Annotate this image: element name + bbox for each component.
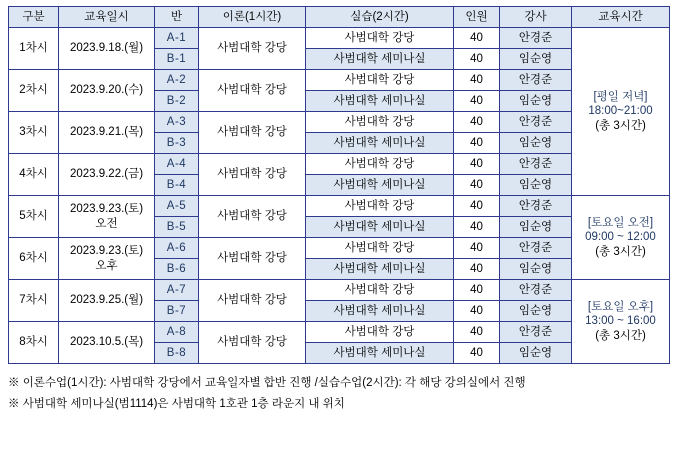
cell-teacher: 안경준	[500, 196, 572, 217]
cell-date: 2023.9.18.(월)	[59, 28, 155, 70]
cell-ban: A-1	[155, 28, 199, 49]
cell-ban: A-4	[155, 154, 199, 175]
header-gubun: 구분	[9, 7, 59, 28]
cell-date: 2023.9.25.(월)	[59, 280, 155, 322]
time-title-sat-am: [토요일 오전]	[587, 216, 654, 229]
cell-people: 40	[454, 70, 500, 91]
cell-ban: A-7	[155, 280, 199, 301]
cell-theory: 사범대학 강당	[199, 70, 306, 112]
cell-date: 2023.9.21.(목)	[59, 112, 155, 154]
cell-gubun: 7차시	[9, 280, 59, 322]
cell-date: 2023.10.5.(목)	[59, 322, 155, 364]
cell-practice: 사범대학 세미나실	[306, 259, 454, 280]
cell-people: 40	[454, 259, 500, 280]
cell-teacher: 임순영	[500, 343, 572, 364]
cell-ban: A-6	[155, 238, 199, 259]
cell-teacher: 안경준	[500, 28, 572, 49]
cell-time-saturday-afternoon	[572, 280, 670, 364]
cell-practice: 사범대학 강당	[306, 70, 454, 91]
time-total-weekday: (총 3시간)	[595, 119, 646, 132]
table-row	[9, 112, 670, 133]
cell-ban: B-1	[155, 49, 199, 70]
cell-date-line2: 오전	[95, 217, 118, 230]
cell-theory: 사범대학 강당	[199, 112, 306, 154]
table-row	[9, 196, 670, 217]
cell-people: 40	[454, 28, 500, 49]
table-row	[9, 322, 670, 343]
cell-gubun: 3차시	[9, 112, 59, 154]
cell-theory: 사범대학 강당	[199, 154, 306, 196]
cell-teacher: 임순영	[500, 301, 572, 322]
cell-practice: 사범대학 강당	[306, 196, 454, 217]
cell-practice: 사범대학 강당	[306, 28, 454, 49]
cell-people: 40	[454, 217, 500, 238]
cell-teacher: 안경준	[500, 322, 572, 343]
header-practice: 실습(2시간)	[306, 7, 454, 28]
cell-gubun: 5차시	[9, 196, 59, 238]
cell-time-weekday	[572, 28, 670, 196]
cell-teacher: 임순영	[500, 91, 572, 112]
time-title-sat-pm: [토요일 오후]	[587, 300, 654, 313]
cell-people: 40	[454, 175, 500, 196]
time-range-sat-pm: 13:00 ~ 16:00	[585, 315, 656, 328]
cell-teacher: 임순영	[500, 133, 572, 154]
cell-teacher: 임순영	[500, 175, 572, 196]
header-ban: 반	[155, 7, 199, 28]
cell-practice: 사범대학 강당	[306, 112, 454, 133]
cell-teacher: 안경준	[500, 280, 572, 301]
training-schedule-table	[8, 6, 670, 364]
cell-people: 40	[454, 343, 500, 364]
cell-people: 40	[454, 280, 500, 301]
cell-ban: A-3	[155, 112, 199, 133]
cell-people: 40	[454, 91, 500, 112]
cell-ban: B-5	[155, 217, 199, 238]
cell-teacher: 안경준	[500, 238, 572, 259]
table-row	[9, 28, 670, 49]
cell-ban: B-4	[155, 175, 199, 196]
header-date: 교육일시	[59, 7, 155, 28]
cell-practice: 사범대학 세미나실	[306, 91, 454, 112]
cell-practice: 사범대학 강당	[306, 154, 454, 175]
cell-date	[59, 196, 155, 238]
cell-people: 40	[454, 112, 500, 133]
table-row	[9, 280, 670, 301]
cell-practice: 사범대학 세미나실	[306, 301, 454, 322]
cell-people: 40	[454, 322, 500, 343]
cell-theory: 사범대학 강당	[199, 322, 306, 364]
cell-ban: A-2	[155, 70, 199, 91]
cell-theory: 사범대학 강당	[199, 238, 306, 280]
cell-practice: 사범대학 세미나실	[306, 49, 454, 70]
time-total-sat-am: (총 3시간)	[595, 245, 646, 258]
cell-ban: B-8	[155, 343, 199, 364]
header-teacher: 강사	[500, 7, 572, 28]
cell-theory: 사범대학 강당	[199, 280, 306, 322]
cell-teacher: 안경준	[500, 112, 572, 133]
cell-gubun: 2차시	[9, 70, 59, 112]
cell-teacher: 안경준	[500, 70, 572, 91]
time-range-sat-am: 09:00 ~ 12:00	[585, 231, 656, 244]
cell-ban: B-2	[155, 91, 199, 112]
cell-ban: A-5	[155, 196, 199, 217]
header-theory: 이론(1시간)	[199, 7, 306, 28]
cell-gubun: 6차시	[9, 238, 59, 280]
cell-practice: 사범대학 세미나실	[306, 217, 454, 238]
cell-practice: 사범대학 세미나실	[306, 343, 454, 364]
table-row	[9, 70, 670, 91]
cell-gubun: 8차시	[9, 322, 59, 364]
cell-ban: B-7	[155, 301, 199, 322]
cell-gubun: 4차시	[9, 154, 59, 196]
header-people: 인원	[454, 7, 500, 28]
table-row	[9, 154, 670, 175]
cell-practice: 사범대학 세미나실	[306, 133, 454, 154]
cell-people: 40	[454, 133, 500, 154]
cell-teacher: 임순영	[500, 259, 572, 280]
cell-people: 40	[454, 238, 500, 259]
cell-theory: 사범대학 강당	[199, 28, 306, 70]
footnotes	[8, 373, 669, 416]
header-time: 교육시간	[572, 7, 670, 28]
time-title-weekday: [평일 저녁]	[593, 90, 648, 103]
cell-date-line1: 2023.9.23.(토)	[69, 245, 144, 258]
cell-ban: B-6	[155, 259, 199, 280]
cell-people: 40	[454, 49, 500, 70]
cell-date-line2: 오후	[95, 259, 118, 272]
cell-teacher: 임순영	[500, 217, 572, 238]
table-row	[9, 238, 670, 259]
cell-ban: A-8	[155, 322, 199, 343]
cell-practice: 사범대학 강당	[306, 280, 454, 301]
footnote-1: ※ 이론수업(1시간): 사범대학 강당에서 교육일자별 합반 진행 /실습수업(2시간): 각 해당 강의실에서 진행	[8, 377, 526, 389]
cell-practice: 사범대학 세미나실	[306, 175, 454, 196]
cell-people: 40	[454, 196, 500, 217]
cell-people: 40	[454, 301, 500, 322]
cell-theory: 사범대학 강당	[199, 196, 306, 238]
cell-ban: B-3	[155, 133, 199, 154]
cell-practice: 사범대학 강당	[306, 322, 454, 343]
time-total-sat-pm: (총 3시간)	[595, 329, 646, 342]
cell-gubun: 1차시	[9, 28, 59, 70]
cell-people: 40	[454, 154, 500, 175]
cell-date	[59, 238, 155, 280]
cell-date-line1: 2023.9.23.(토)	[69, 203, 144, 216]
cell-date: 2023.9.20.(수)	[59, 70, 155, 112]
cell-date: 2023.9.22.(금)	[59, 154, 155, 196]
table-header-row	[9, 7, 670, 28]
cell-practice: 사범대학 강당	[306, 238, 454, 259]
cell-teacher: 임순영	[500, 49, 572, 70]
footnote-2: ※ 사범대학 세미나실(범1114)은 사범대학 1호관 1층 라운지 내 위치	[8, 398, 345, 411]
cell-teacher: 안경준	[500, 154, 572, 175]
time-range-weekday: 18:00~21:00	[588, 105, 653, 118]
cell-time-saturday-morning	[572, 196, 670, 280]
